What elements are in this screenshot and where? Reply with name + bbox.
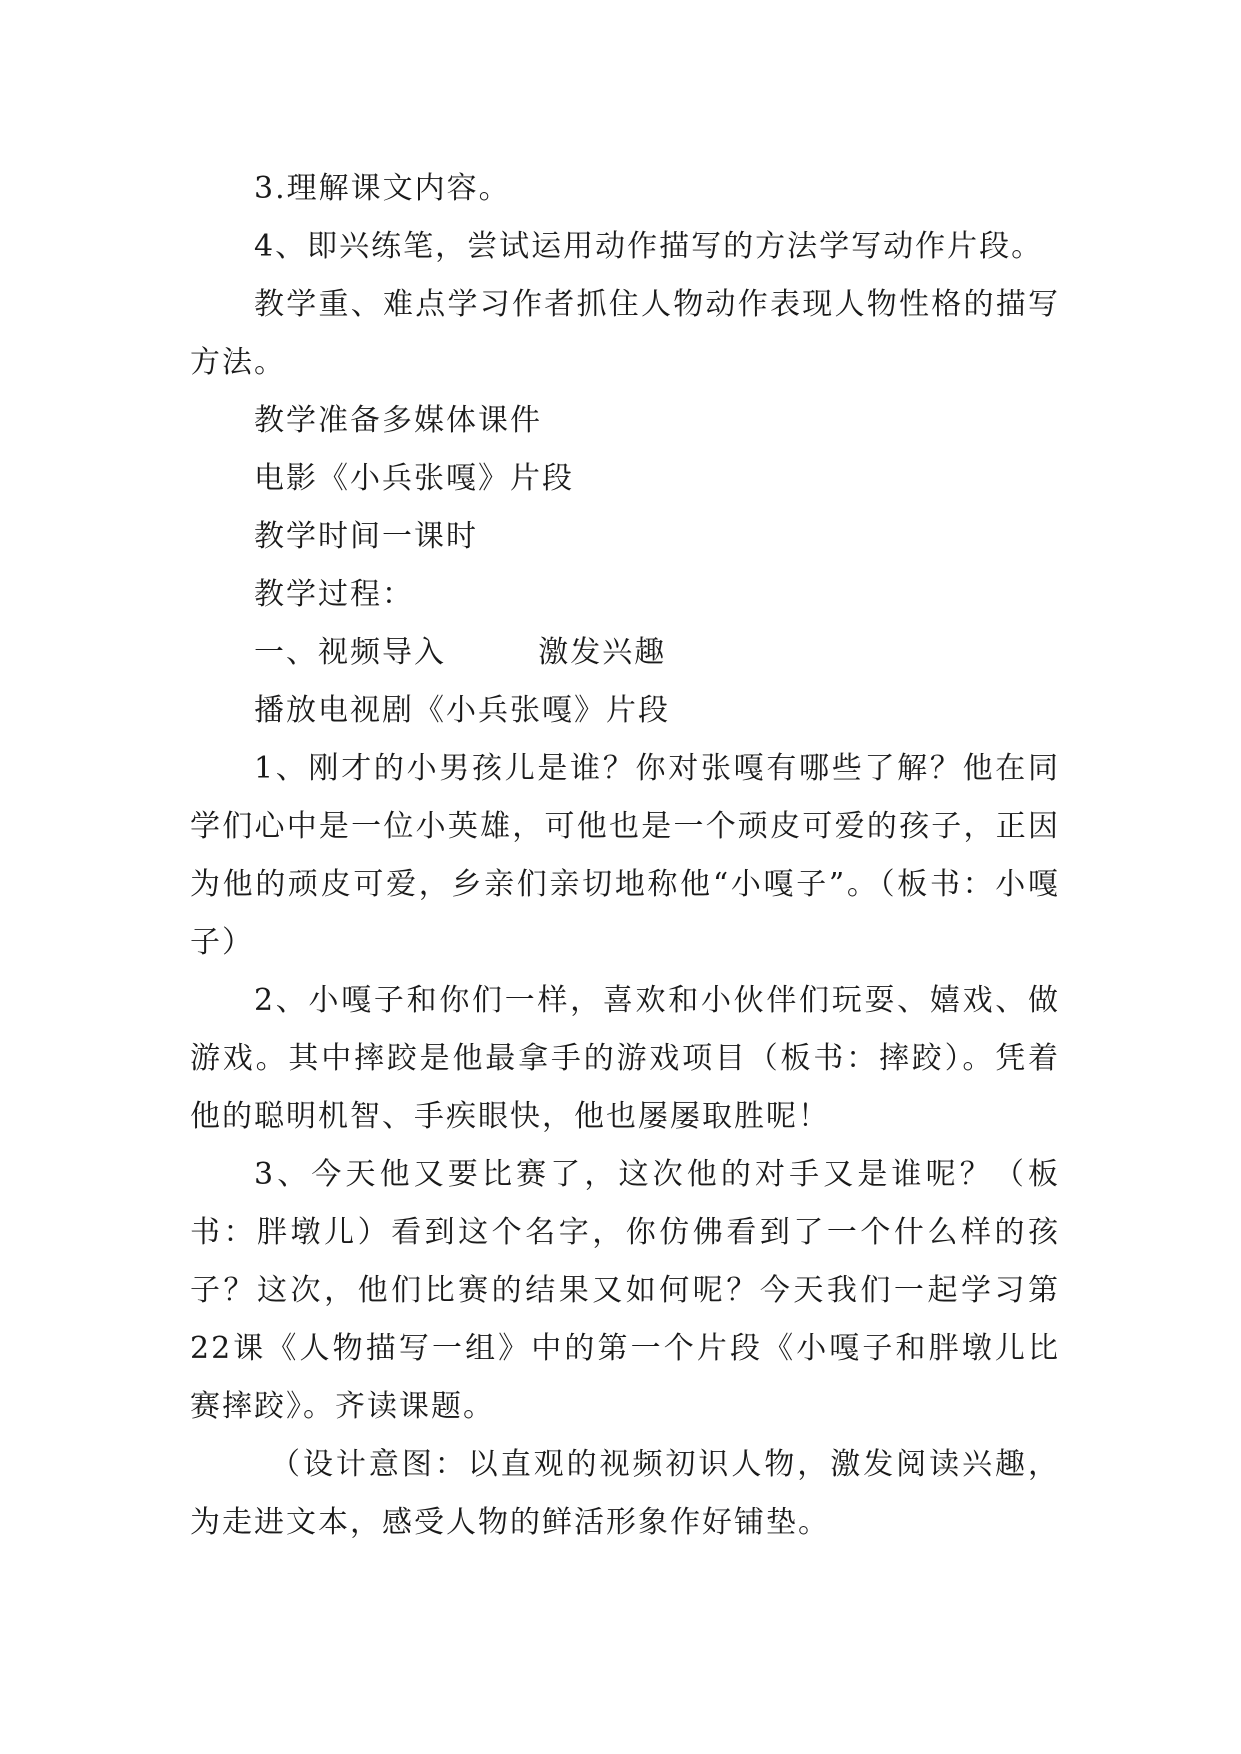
objective-4: 4、即兴练笔，尝试运用动作描写的方法学写动作片段。 [254,229,1044,264]
step-2: 2、小嘎子和你们一样，喜欢和小伙伴们玩耍、嬉戏、做游戏。其中摔跤是他最拿手的游戏项目（板书：摔跤）。凭着他的聪明机智、手疾眼快，他也屡屡取胜呢！ [190,983,1060,1134]
document-body [190,160,1060,1552]
objective-3: 3.理解课文内容。 [254,171,511,206]
design-intent: （设计意图：以直观的视频初识人物，激发阅读兴趣，为走进文本，感受人物的鲜活形象作好铺垫。 [190,1447,1060,1540]
teaching-time: 教学时间一课时 [254,519,478,554]
movie-clip: 电影《小兵张嘎》片段 [254,461,574,496]
teaching-process-heading: 教学过程： [254,577,414,612]
section-1-heading: 一、视频导入 激发兴趣 [254,635,667,670]
step-1: 1、刚才的小男孩儿是谁？你对张嘎有哪些了解？他在同学们心中是一位小英雄，可他也是一个顽皮可爱的孩子，正因为他的顽皮可爱，乡亲们亲切地称他“小嘎子”。（板书：小嘎子） [190,751,1060,960]
play-clip: 播放电视剧《小兵张嘎》片段 [254,693,670,728]
teaching-focus: 教学重、难点学习作者抓住人物动作表现人物性格的描写方法。 [190,287,1060,380]
teaching-preparation: 教学准备多媒体课件 [254,403,542,438]
step-3: 3、今天他又要比赛了，这次他的对手又是谁呢？（板书：胖墩儿）看到这个名字，你仿佛看到了一个什么样的孩子？这次，他们比赛的结果又如何呢？今天我们一起学习第22课《人物描写一组》中的第一个片段《小嘎子和胖墩儿比赛摔跤》。齐读课题。 [190,1157,1060,1424]
